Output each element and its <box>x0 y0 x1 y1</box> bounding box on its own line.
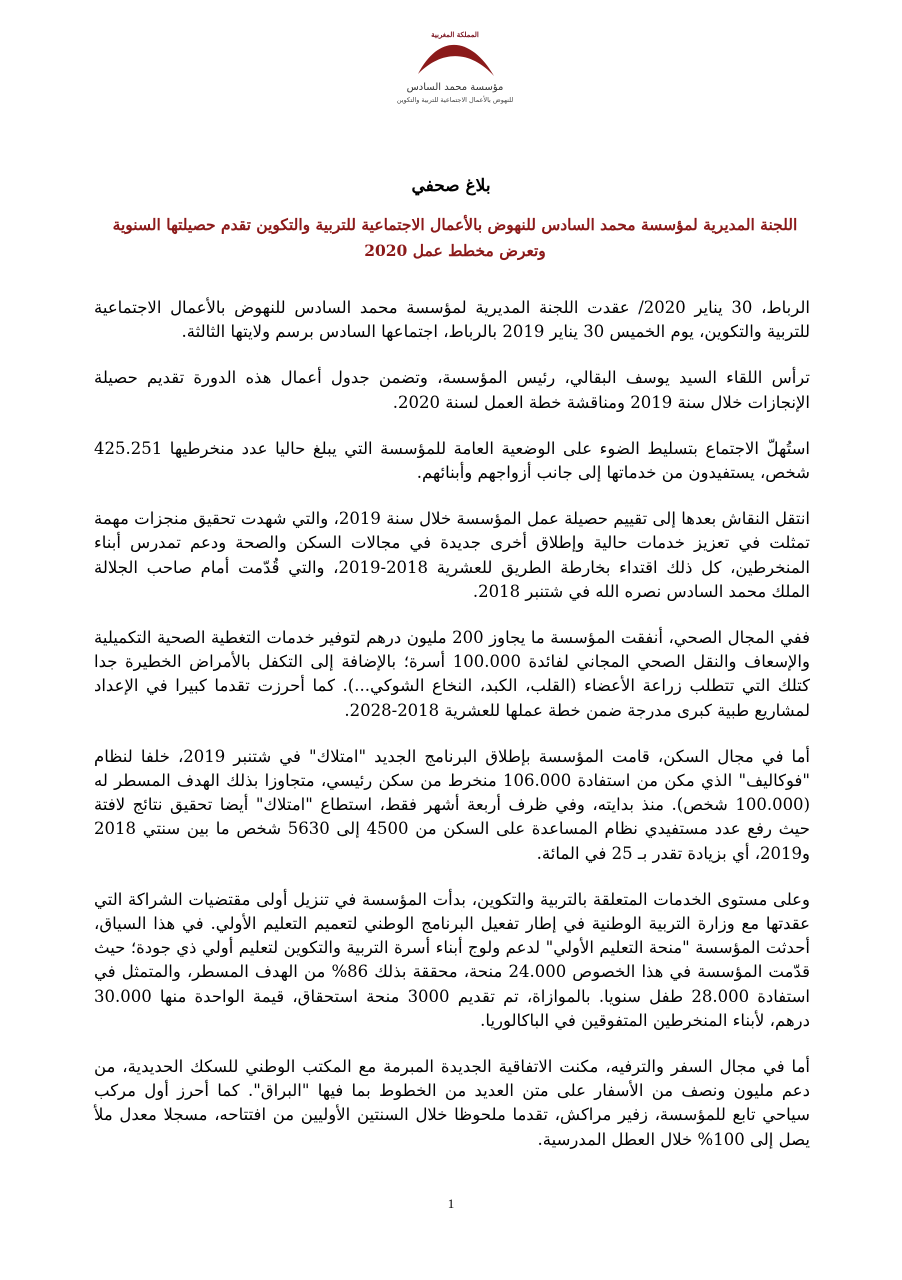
paragraph-2: ترأس اللقاء السيد يوسف البقالي، رئيس المؤسسة، وتضمن جدول أعمال هذه الدورة تقديم حصيلة الإنجازات خلال سنة 2019 ومناقشة خطة العمل لسنة 2020. <box>94 368 810 412</box>
press-release-label: بلاغ صحفي <box>411 176 491 196</box>
logo-swoosh-icon <box>410 38 500 82</box>
logo-subtitle-text: للنهوض بالأعمال الاجتماعية للتربية والتكوين <box>396 96 514 104</box>
paragraph-7: وعلى مستوى الخدمات المتعلقة بالتربية والتكوين، بدأت المؤسسة في تنزيل أولى مقتضيات الشراكة التي عقدتها مع وزارة التربية الوطنية في إطار تفعيل البرنامج الوطني لتعميم التعليم الأولي. في هذا السياق، أحدثت المؤسسة "منحة التعليم الأولي" لدعم ولوج أبناء أسرة التربية والتكوين لتعليم أولي ذي جودة؛ حيث قدّمت المؤسسة في هذا الخصوص 24.000 منحة، محققة بذلك 86% من الهدف المسطر، والمتمثل في استفادة 28.000 طفل سنويا. بالموازاة، تم تقديم 3000 منحة استحقاق، قيمة الواحدة منها 30.000 درهم، لأبناء المنخرطين المتفوقين في الباكالوريا. <box>94 889 811 1030</box>
paragraph-1: الرباط، 30 يناير 2020/ عقدت اللجنة المديرية لمؤسسة محمد السادس للنهوض بالأعمال الاجتماعية للتربية والتكوين، يوم الخميس 30 يناير 2019 بالرباط، اجتماعها السادس برسم ولايتها الثالثة. <box>94 298 810 342</box>
page-number: 1 <box>447 1196 455 1211</box>
headline: اللجنة المديرية لمؤسسة محمد السادس للنهوض بالأعمال الاجتماعية للتربية والتكوين تقدم حصيلتها السنوية وتعرض مخطط عمل 2020 <box>112 215 798 260</box>
paragraph-8: أما في مجال السفر والترفيه، مكنت الاتفاقية الجديدة المبرمة مع المكتب الوطني للسكك الحديدية، من دعم مليون ونصف من الأسفار على متن العديد من الخطوط بما فيها "البراق". كما أحرز أول مركب سياحي تابع للمؤسسة، زفير مراكش، تقدما ملحوظا خلال السنتين الأوليين من افتتاحه، مسجلا معدل ملأ يصل إلى 100% خلال العطل المدرسية. <box>94 1057 810 1149</box>
body-text <box>94 296 810 1174</box>
logo-top-text: المملكة المغربية <box>431 30 479 39</box>
paragraph-3: استُهلّ الاجتماع بتسليط الضوء على الوضعية العامة للمؤسسة التي يبلغ حاليا عدد منخرطيها 425.251 شخص، يستفيدون من خدماتها إلى جانب أزواجهم وأبنائهم. <box>94 438 810 483</box>
logo-name-text: مؤسسة محمد السادس <box>406 82 504 93</box>
paragraph-5: ففي المجال الصحي، أنفقت المؤسسة ما يجاوز 200 مليون درهم لتوفير خدمات التغطية الصحية التكميلية والإسعاف والنقل الصحي المجاني لفائدة 100.000 أسرة؛ بالإضافة إلى التكفل بالأمراض الخطيرة جدا كتلك التي تتطلب زراعة الأعضاء (القلب، الكبد، النخاع الشوكي...). كما أحرزت تقدما كبيرا في الإعداد لمشاريع طبية كبرى مدرجة ضمن خطة عملها للعشرية 2018-2028. <box>94 628 810 720</box>
paragraph-4: انتقل النقاش بعدها إلى تقييم حصيلة عمل المؤسسة خلال سنة 2019، والتي شهدت تحقيق منجزات مهمة تمثلت في تعزيز خدمات حالية وإطلاق أخرى جديدة في مجالات السكن والصحة ودعم تمدرس أبناء المنخرطين، كل ذلك اقتداء بخارطة الطريق للعشرية 2018-2019، والتي قُدّمت أمام صاحب الجلالة الملك محمد السادس نصره الله في شتنبر 2018. <box>94 509 810 601</box>
foundation-logo <box>380 30 530 120</box>
paragraph-6: أما في مجال السكن، قامت المؤسسة بإطلاق البرنامج الجديد "امتلاك" في شتنبر 2019، خلفا لنظام "فوكاليف" الذي مكن من استفادة 106.000 منخرط من سكن رئيسي، متجاوزا بذلك الهدف المسطر له (100.000 شخص). منذ بدايته، وفي ظرف أربعة أشهر فقط، استطاع "امتلاك" أيضا تحقيق نتائج لافتة حيث رفع عدد مستفيدي نظام المساعدة على السكن من 4500 إلى 5630 شخص ما بين سنتي 2018 و2019، أي بزيادة تقدر بـ 25 في المائة. <box>94 746 811 863</box>
